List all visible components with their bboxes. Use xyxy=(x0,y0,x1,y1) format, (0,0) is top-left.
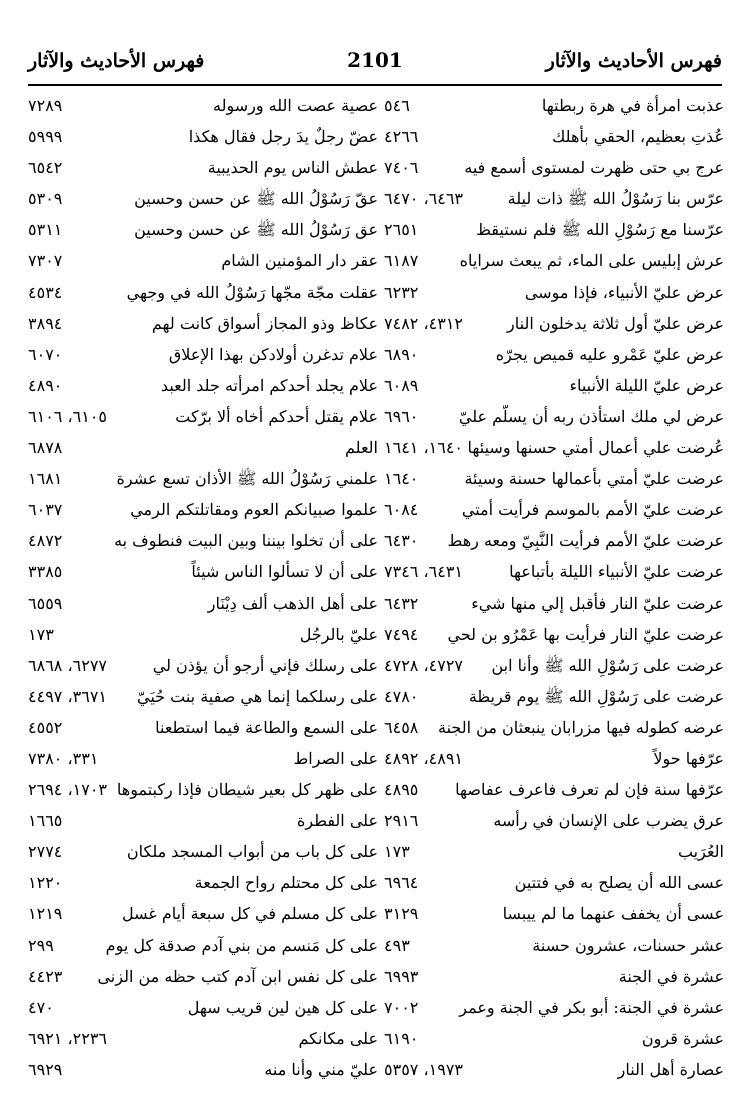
index-entry xyxy=(384,401,724,432)
index-entry xyxy=(384,556,724,587)
index-entry xyxy=(384,245,724,276)
entry-reference-numbers: ٥٣١١ xyxy=(28,220,63,240)
entry-text: على كل محتلم رواح الجمعة xyxy=(194,873,378,893)
index-entry xyxy=(28,121,378,152)
index-entry xyxy=(384,339,724,370)
index-entry xyxy=(384,183,724,214)
index-entry xyxy=(28,619,378,650)
index-entry xyxy=(28,401,378,432)
entry-reference-numbers: ٣٣٨٥ xyxy=(28,562,63,582)
entry-text: عسى أن يخفف عنهما ما لم ييبسا xyxy=(502,904,724,924)
index-entry xyxy=(384,930,724,961)
index-entry xyxy=(28,1023,378,1054)
entry-text: عرضت عليّ الأمم فرأيت النَّبِيّ ومعه رهط xyxy=(447,531,724,551)
entry-text: عضّ رجلٌ يدَ رجل فقال هكذا xyxy=(188,127,378,147)
entry-reference-numbers: ٤٢٦٦ xyxy=(384,127,419,147)
entry-text: عرضت عليّ النار فأقبل إلي منها شيء xyxy=(471,593,724,613)
entry-reference-numbers: ٦١٨٧ xyxy=(384,251,419,271)
entry-text: على ظهر كل بعير شيطان فإذا ركبتموها xyxy=(116,780,378,800)
entry-reference-numbers: ٦٩٦٠ xyxy=(384,406,419,426)
entry-text: عرج بي حتى ظهرت لمستوى أسمع فيه xyxy=(464,158,724,178)
entry-text: عرضت على رَسُوْلِ الله ﷺ وأنا ابن xyxy=(491,655,724,675)
entry-text: عرض لي ملك استأذن ربه أن يسلّم عليّ xyxy=(458,406,724,426)
entry-text: على الفطرة xyxy=(296,811,378,831)
entry-text: عرض عليّ الليلة الأنبياء xyxy=(569,375,724,395)
index-entry xyxy=(28,930,378,961)
entry-reference-numbers: ٥٩٩٩ xyxy=(28,127,63,147)
entry-text: على رسلك فإني أرجو أن يؤذن لي xyxy=(152,655,378,675)
entry-reference-numbers: ٦٤٣١، ٧٣٤٦ xyxy=(384,562,463,582)
running-title-left: فهرس الأحاديث والآثار xyxy=(28,50,205,72)
entry-reference-numbers: ٦٠٨٤ xyxy=(384,500,419,520)
entry-reference-numbers: ٣٨٩٤ xyxy=(28,313,63,333)
entry-text: عرّفها حولاً xyxy=(653,748,724,768)
entry-reference-numbers: ٤٨٩٥ xyxy=(384,780,419,800)
entry-reference-numbers: ١٢٢٠ xyxy=(28,873,63,893)
entry-reference-numbers: ٤٩٣ xyxy=(384,935,410,955)
entry-text: عشر حسنات، عشرون حسنة xyxy=(532,935,724,955)
entry-reference-numbers: ٣٦٧١، ٤٤٩٧ xyxy=(28,686,107,706)
entry-text: عُذتِ بعظيم، الحقي بأهلك xyxy=(552,127,724,147)
index-column-left xyxy=(28,90,378,1100)
page-number: 2101 xyxy=(347,48,403,72)
entry-reference-numbers: ٤٤٢٣ xyxy=(28,966,63,986)
entry-reference-numbers: ٢٧٧٤ xyxy=(28,842,63,862)
entry-reference-numbers: ٤٨٧٢ xyxy=(28,531,63,551)
entry-reference-numbers: ٦٤٣٢ xyxy=(384,593,419,613)
entry-reference-numbers: ٤٥٣٤ xyxy=(28,282,63,302)
entry-text: عشرة في الجنة xyxy=(618,966,724,986)
entry-text: علمني رَسُوْلُ الله ﷺ الأذان تسع عشرة xyxy=(116,469,378,489)
index-entry xyxy=(384,432,724,463)
entry-text: عرضه كطوله فيها مزرابان ينبعثان من الجنة xyxy=(438,717,724,737)
entry-reference-numbers: ١٧٣ xyxy=(384,842,410,862)
index-entry xyxy=(28,961,378,992)
entry-reference-numbers: ٦١٩٠ xyxy=(384,1028,419,1048)
entry-reference-numbers: ١٦٤٠، ١٦٤١ xyxy=(384,438,463,458)
index-entry xyxy=(28,681,378,712)
entry-text: على أهل الذهب ألف دِيْنَار xyxy=(207,593,378,613)
entry-reference-numbers: ٦٠٣٧ xyxy=(28,500,63,520)
index-entry xyxy=(384,308,724,339)
entry-text: عشرة في الجنة: أبو بكر في الجنة وعمر xyxy=(459,997,724,1017)
index-entry xyxy=(28,588,378,619)
entry-text: على السمع والطاعة فيما استطعنا xyxy=(155,717,378,737)
entry-text: عرش إبليس على الماء، ثم يبعث سراياه xyxy=(459,251,724,271)
index-entry xyxy=(28,494,378,525)
index-entry xyxy=(384,619,724,650)
index-entry xyxy=(28,214,378,245)
entry-text: عُرضت علي أعمال أمتي حسنها وسيئها xyxy=(467,438,724,458)
entry-text: العُرَيب xyxy=(677,842,724,862)
index-entry xyxy=(28,774,378,805)
index-entry xyxy=(28,339,378,370)
entry-reference-numbers: ١٩٧٣، ٥٣٥٧ xyxy=(384,1059,463,1079)
entry-text: عذبت امرأة في هرة ربطتها xyxy=(541,96,724,115)
index-entry xyxy=(28,370,378,401)
entry-text: عرضت عليّ الأمم بالموسم فرأيت أمتي xyxy=(461,500,724,520)
entry-reference-numbers: ٧٠٠٢ xyxy=(384,997,419,1017)
entry-reference-numbers: ٧٢٨٩ xyxy=(28,96,63,115)
entry-text: عشرة قرون xyxy=(641,1028,724,1048)
index-entry xyxy=(384,525,724,556)
index-entry xyxy=(28,90,378,121)
entry-text: عسى الله أن يصلح به في فتتين xyxy=(514,873,724,893)
index-entry xyxy=(384,774,724,805)
entry-reference-numbers: ٤٣١٢، ٧٤٨٢ xyxy=(384,313,463,333)
entry-text: عليّ مني وأنا منه xyxy=(264,1059,378,1079)
entry-reference-numbers: ٤٧٨٠ xyxy=(384,686,419,706)
page-header xyxy=(28,44,722,84)
entry-reference-numbers: ٦٠٨٩ xyxy=(384,375,419,395)
entry-text: عقلت مجّة مجّها رَسُوْلُ الله في وجهي xyxy=(126,282,378,302)
index-entry xyxy=(28,712,378,743)
entry-text: العلم xyxy=(345,438,378,458)
entry-reference-numbers: ٥٤٦ xyxy=(384,96,410,115)
index-entry xyxy=(28,525,378,556)
entry-text: على كل نفس ابن آدم كتب حظه من الزنى xyxy=(97,966,378,986)
entry-reference-numbers: ١٦٤٠ xyxy=(384,469,419,489)
entry-reference-numbers: ٤٧٢٧، ٤٧٢٨ xyxy=(384,655,463,675)
entry-text: علام يقتل أحدكم أخاه ألا برّكت xyxy=(175,406,378,426)
entry-reference-numbers: ١٢١٩ xyxy=(28,904,63,924)
entry-text: على كل مَنسم من بني آدم صدقة كل يوم xyxy=(105,935,378,955)
entry-reference-numbers: ٦١٠٥، ٦١٠٦ xyxy=(28,406,107,426)
entry-reference-numbers: ٦٩٢٩ xyxy=(28,1059,63,1079)
entry-reference-numbers: ٦٢٧٧، ٦٨٦٨ xyxy=(28,655,107,675)
index-entry xyxy=(384,494,724,525)
index-entry xyxy=(384,1023,724,1054)
index-entry xyxy=(28,556,378,587)
entry-text: عرض عليّ الأنبياء، فإذا موسى xyxy=(524,282,724,302)
index-entry xyxy=(384,463,724,494)
entry-reference-numbers: ٦٨٧٨ xyxy=(28,438,63,458)
entry-text: عرضت عليّ الأنبياء الليلة بأتباعها xyxy=(509,562,724,582)
entry-reference-numbers: ١٧٠٣، ٢٦٩٤ xyxy=(28,780,107,800)
entry-text: على رسلكما إنما هي صفية بنت حُيَيّ xyxy=(136,686,378,706)
entry-text: على مكانكم xyxy=(298,1028,378,1048)
entry-text: عقر دار المؤمنين الشام xyxy=(221,251,378,271)
entry-text: علام يجلد أحدكم امرأته جلد العبد xyxy=(160,375,378,395)
index-entry xyxy=(28,867,378,898)
entry-text: عق رَسُوْلُ الله ﷺ عن حسن وحسين xyxy=(134,220,378,240)
entry-reference-numbers: ٤٨٩٠ xyxy=(28,375,63,395)
index-entry xyxy=(384,961,724,992)
index-entry xyxy=(384,650,724,681)
entry-reference-numbers: ٣٣١، ٧٣٨٠ xyxy=(28,748,99,768)
index-entry xyxy=(384,898,724,929)
entry-reference-numbers: ٦٤٦٣، ٦٤٧٠ xyxy=(384,189,463,209)
running-title-right: فهرس الأحاديث والآثار xyxy=(545,50,722,72)
entry-text: عصارة أهل النار xyxy=(617,1059,724,1079)
entry-reference-numbers: ٢٩٩ xyxy=(28,935,54,955)
entry-reference-numbers: ٦٥٤٢ xyxy=(28,158,63,178)
entry-text: عرق يضرب على الإنسان في رأسه xyxy=(493,811,724,831)
entry-reference-numbers: ٦٤٣٠ xyxy=(384,531,419,551)
entry-text: عرضت عليّ أمتي بأعمالها حسنة وسيئة xyxy=(464,469,724,489)
entry-text: عصية عصت الله ورسوله xyxy=(213,96,378,115)
entry-reference-numbers: ٦٩٦٤ xyxy=(384,873,419,893)
index-entry xyxy=(384,588,724,619)
entry-text: عقّ رَسُوْلُ الله ﷺ عن حسن وحسين xyxy=(134,189,378,209)
entry-text: علام تدغرن أولادكن بهذا الإعلاق xyxy=(168,344,378,364)
index-entry xyxy=(28,650,378,681)
index-entry xyxy=(28,463,378,494)
entry-text: عرّفها سنة فإن لم تعرف فاعرف عفاصها xyxy=(455,780,724,800)
entry-reference-numbers: ٦٥٥٩ xyxy=(28,593,63,613)
entry-text: على أن تخلوا بيننا وبين البيت فنطوف به xyxy=(114,531,378,551)
entry-reference-numbers: ٦٨٩٠ xyxy=(384,344,419,364)
entry-text: عرّسنا مع رَسُوْلِ الله ﷺ فلم نستيقظ xyxy=(476,220,724,240)
entry-reference-numbers: ٤٥٥٢ xyxy=(28,717,63,737)
index-entry xyxy=(28,308,378,339)
index-entry xyxy=(384,992,724,1023)
entry-reference-numbers: ٦٠٧٠ xyxy=(28,344,63,364)
entry-reference-numbers: ٢٢٣٦، ٦٩٢١ xyxy=(28,1028,107,1048)
index-entry xyxy=(28,1054,378,1085)
entry-reference-numbers: ١٦٦٥ xyxy=(28,811,63,831)
entry-text: على كل باب من أبواب المسجد ملكان xyxy=(126,842,378,862)
index-entry xyxy=(384,1054,724,1085)
entry-reference-numbers: ٧٤٠٦ xyxy=(384,158,419,178)
index-entry xyxy=(28,743,378,774)
entry-reference-numbers: ٢٩١٦ xyxy=(384,811,419,831)
index-entry xyxy=(28,805,378,836)
entry-reference-numbers: ٦٤٥٨ xyxy=(384,717,419,737)
index-entry xyxy=(28,152,378,183)
entry-text: عرّس بنا رَسُوْلُ الله ﷺ ذات ليلة xyxy=(507,189,724,209)
index-entry xyxy=(384,712,724,743)
index-entry xyxy=(28,277,378,308)
entry-text: عليّ بالرجُل xyxy=(299,624,378,644)
entry-reference-numbers: ٧٤٩٤ xyxy=(384,624,419,644)
entry-text: على كل هين لين قريب سهل xyxy=(187,997,378,1017)
index-entry xyxy=(384,214,724,245)
entry-reference-numbers: ١٦٨١ xyxy=(28,469,63,489)
index-entry xyxy=(384,90,724,121)
entry-text: علموا صبيانكم العوم ومقاتلتكم الرمي xyxy=(130,500,378,520)
entry-reference-numbers: ٢٦٥١ xyxy=(384,220,419,240)
index-entry xyxy=(384,277,724,308)
index-entry xyxy=(384,370,724,401)
index-entry xyxy=(384,152,724,183)
header-rule xyxy=(28,84,722,86)
entry-reference-numbers: ٥٣٠٩ xyxy=(28,189,63,209)
entry-text: على الصراط xyxy=(293,748,378,768)
index-entry xyxy=(28,836,378,867)
index-entry xyxy=(384,805,724,836)
entry-reference-numbers: ٤٨٩١، ٤٨٩٢ xyxy=(384,748,463,768)
entry-reference-numbers: ٦٢٣٢ xyxy=(384,282,419,302)
index-entry xyxy=(384,121,724,152)
entry-text: على كل مسلم في كل سبعة أيام غسل xyxy=(122,904,378,924)
entry-reference-numbers: ١٧٣ xyxy=(28,624,54,644)
entry-text: على أن لا تسألوا الناس شيئاً xyxy=(191,562,378,582)
index-column-right xyxy=(384,90,724,1100)
entry-text: عرض عليّ عَمْرو عليه قميص يجرّه xyxy=(495,344,724,364)
entry-text: عرض عليّ أول ثلاثة يدخلون النار xyxy=(507,313,724,333)
index-entry xyxy=(28,183,378,214)
entry-text: عرضت عليّ النار فرأيت بها عَمْرُو بن لحي xyxy=(447,624,724,644)
entry-reference-numbers: ٧٣٠٧ xyxy=(28,251,63,271)
index-entry xyxy=(384,867,724,898)
index-entry xyxy=(384,836,724,867)
entry-reference-numbers: ٦٩٩٣ xyxy=(384,966,419,986)
index-entry xyxy=(28,432,378,463)
entry-text: عرضت على رَسُوْلِ الله ﷺ يوم قريظة xyxy=(468,686,724,706)
entry-text: عكاظ وذو المجاز أسواق كانت لهم xyxy=(151,313,378,333)
index-entry xyxy=(384,681,724,712)
index-entry xyxy=(384,743,724,774)
index-entry xyxy=(28,898,378,929)
index-entry xyxy=(28,992,378,1023)
entry-reference-numbers: ٣١٢٩ xyxy=(384,904,419,924)
entry-reference-numbers: ٤٧٠ xyxy=(28,997,54,1017)
index-entry xyxy=(28,245,378,276)
entry-text: عطش الناس يوم الحديبية xyxy=(207,158,378,178)
